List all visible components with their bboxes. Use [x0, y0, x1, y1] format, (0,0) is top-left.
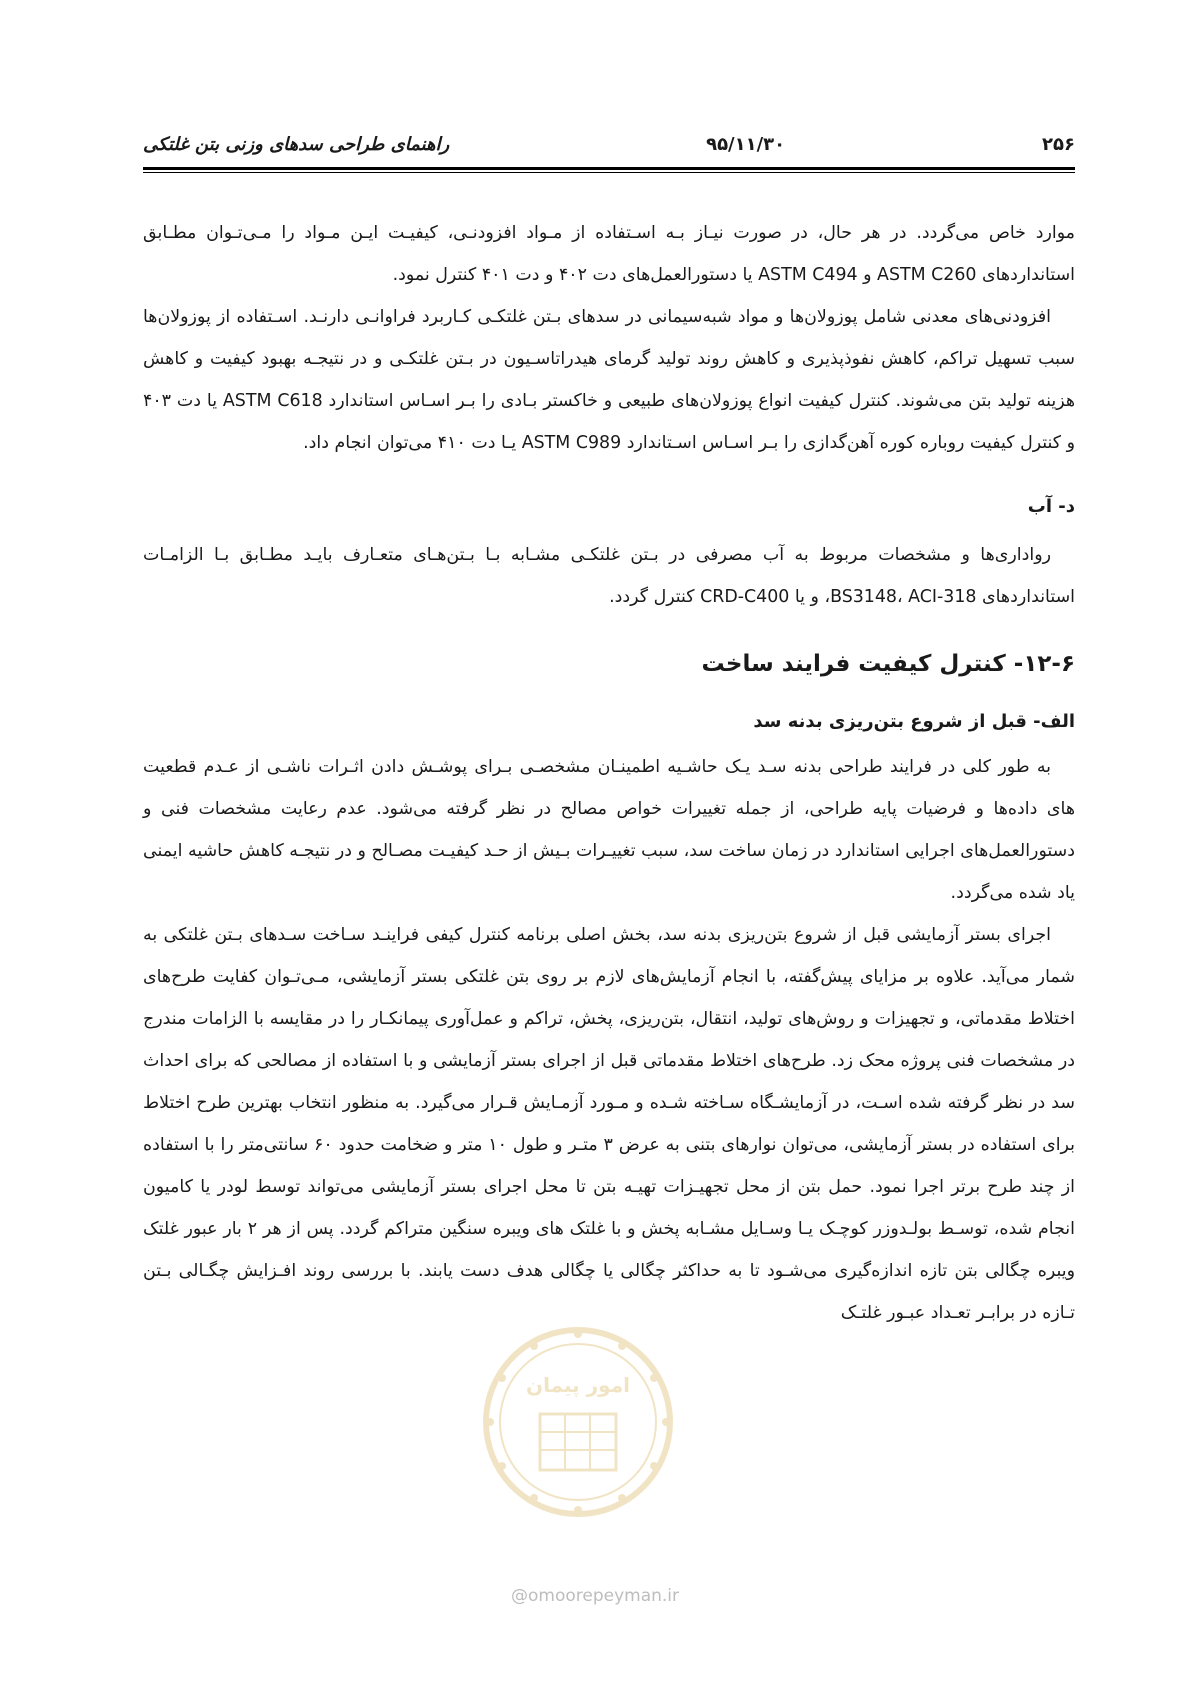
header-rule-thick: [143, 167, 1075, 170]
paragraph-pozzolans: افزودنی‌های معدنی شامل پوزولان‌ها و مواد شبه‌سیمانی در سدهای بـتن غلتکـی کـاربرد فراوانـی دارنـد. اسـتفاده از پوزولان‌ها سبب تسهیل تراکم، کاهش نفوذپذیری و کاهش روند تولید گرمای هیدراتاسـیون در بـتن غلتکـی و در نتیجـه بهبود کیفیت و کاهش هزینه تولید بتن می‌شوند. کنترل کیفیت انواع پوزولان‌های طبیعی و خاکستر بـادی را بـر اسـاس استاندارد ASTM C618 یا دت ۴۰۳ و کنترل کیفیت روباره کوره آهن‌گدازی را بـر اسـاس اسـتاندارد ASTM C989 یـا دت ۴۱۰ می‌توان انجام داد.: [143, 307, 1075, 453]
header-date: ۹۵/۱۱/۳۰: [706, 133, 786, 155]
running-header: [143, 126, 1075, 162]
header-rule-thin: [143, 172, 1075, 173]
subheading-before-placement: الف- قبل از شروع بتن‌ریزی بدنه سد: [753, 711, 1075, 732]
paragraph-admixtures: موارد خاص می‌گردد. در هر حال، در صورت نیـاز بـه اسـتفاده از مـواد افزودنـی، کیفیـت ایـن مـواد را مـی‌تـوان مطـابق استانداردهای ASTM C260 و ASTM C494 یا دستورالعمل‌های دت ۴۰۲ و دت ۴۰۱ کنترل نمود.: [143, 223, 1075, 285]
section-heading: ۱۲-۶- کنترل کیفیت فرایند ساخت: [701, 651, 1075, 677]
page-number: ۲۵۶: [1042, 133, 1075, 155]
paragraph-water: رواداری‌ها و مشخصات مربوط به آب مصرفی در بـتن غلتکـی مشـابه بـا بـتن‌هـای متعـارف بایـد مطـابق بـا الزامـات استانداردهای BS3148، ACI-318، و یا CRD-C400 کنترل گردد.: [143, 545, 1075, 607]
body-text: [143, 212, 1075, 1334]
watermark-text: امور پیمان: [526, 1373, 630, 1397]
paragraph-test-section: اجرای بستر آزمایشی قبل از شروع بتن‌ریزی بدنه سد، بخش اصلی برنامه کنترل کیفی فراینـد سـاخت سـدهای بـتن غلتکی به شمار می‌آید. علاوه بر مزایای پیش‌گفته، با انجام آزمایش‌های لازم بر روی بتن غلتکی بستر آزمایشی، مـی‌تـوان کفایت طرح‌های اختلاط مقدماتی، و تجهیزات و روش‌های تولید، انتقال، بتن‌ریزی، پخش، تراکم و عمل‌آوری پیمانکـار را در مقایسه با الزامات مندرج در مشخصات فنی پروژه محک زد. طرح‌های اختلاط مقدماتی قبل از اجرای بستر آزمایشی و با استفاده از مصالحی که برای احداث سد در نظر گرفته شده اسـت، در آزمایشـگاه سـاخته شـده و مـورد آزمـایش قـرار می‌گیرد. به منظور انتخاب بهترین طرح اختلاط برای استفاده در بستر آزمایشی، می‌توان نوارهای بتنی به عرض ۳ متـر و طول ۱۰ متر و ضخامت حدود ۶۰ سانتی‌متر را با استفاده از چند طرح برتر اجرا نمود. حمل بتن از محل تجهیـزات تهیـه بتن تا محل اجرای بستر آزمایشی می‌تواند توسط لودر یا کامیون انجام شده، توسـط بولـدوزر کوچـک یـا وسـایل مشـابه پخش و با غلتک های ویبره سنگین متراکم گردد. پس از هر ۲ بار عبور غلتک ویبره چگالی بتن تازه اندازه‌گیری می‌شـود تا به حداکثر چگالی یا چگالی هدف دست یابند. با بررسی روند افـزایش چگـالی بـتن تـازه در برابـر تعـداد عبـور غلتـک: [143, 925, 1075, 1323]
paragraph-design-margin: به طور کلی در فرایند طراحی بدنه سـد یـک حاشـیه اطمینـان مشخصـی بـرای پوشـش دادن اثـرات ناشـی از عـدم قطعیت های داده‌ها و فرضیات پایه طراحی، از جمله تغییرات خواص مصالح در نظر گرفته می‌شود. عدم رعایت مشخصات فنی و دستورالعمل‌های اجرایی استاندارد در زمان ساخت سد، سبب تغییـرات بـیش از حـد کیفیـت مصـالح و در نتیجـه کاهش حاشیه ایمنی یاد شده می‌گردد.: [143, 757, 1075, 903]
watermark-seal: [478, 1322, 678, 1522]
subheading-water: د- آب: [1027, 496, 1075, 517]
header-title: راهنمای طراحی سدهای وزنی بتن غلتکی: [143, 133, 450, 155]
footer-url: @omoorepeyman.ir: [510, 1586, 680, 1606]
